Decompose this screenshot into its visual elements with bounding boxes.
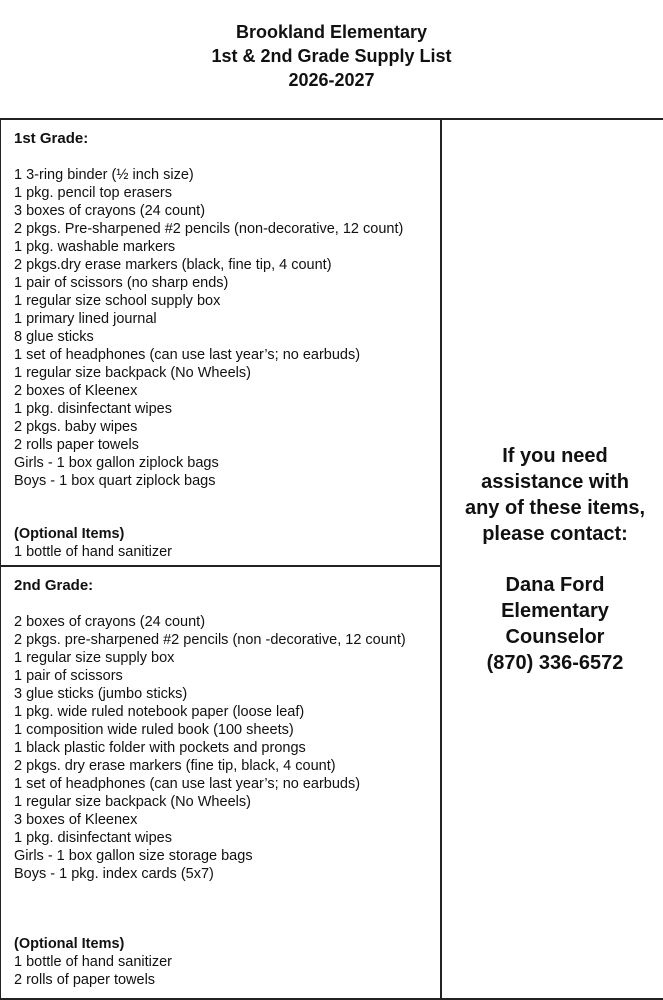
list-item: 1 pkg. pencil top erasers [14, 185, 172, 201]
document-header [0, 20, 663, 92]
list-item: 2 pkgs. baby wipes [14, 419, 138, 435]
list-item: 3 glue sticks (jumbo sticks) [14, 686, 188, 702]
list-item: 2 pkgs. pre-sharpened #2 pencils (non -decorative, 12 count) [14, 632, 406, 648]
list-item: 1 regular size supply box [14, 650, 175, 666]
contact-phone: (870) 336-6572 [486, 652, 624, 674]
list-item: 3 boxes of Kleenex [14, 812, 138, 828]
list-item: 3 boxes of crayons (24 count) [14, 203, 206, 219]
list-item: 1 3-ring binder (½ inch size) [14, 167, 194, 183]
list-item: 1 bottle of hand sanitizer [14, 954, 172, 970]
list-item: 2 rolls of paper towels [14, 972, 156, 988]
first-grade-title: 1st Grade: [14, 130, 89, 147]
contact-role-line2: Counselor [505, 626, 605, 648]
list-item: 2 boxes of Kleenex [14, 383, 138, 399]
list-item: 1 pair of scissors [14, 668, 123, 684]
first-grade-section [1, 120, 441, 567]
list-item: 2 boxes of crayons (24 count) [14, 614, 206, 630]
list-item: Girls - 1 box gallon size storage bags [14, 848, 253, 864]
list-item: 1 pair of scissors (no sharp ends) [14, 275, 229, 291]
contact-name: Dana Ford [505, 574, 605, 596]
list-title: 1st & 2nd Grade Supply List [211, 46, 452, 66]
first-grade-items [14, 166, 441, 490]
list-item: 1 regular size backpack (No Wheels) [14, 365, 251, 381]
grade-lists-column [0, 120, 442, 998]
contact-line: please contact: [482, 523, 628, 545]
list-item: 1 regular size backpack (No Wheels) [14, 794, 251, 810]
contact-line: If you need [502, 445, 608, 467]
list-item: 2 pkgs. dry erase markers (fine tip, black, 4 count) [14, 758, 336, 774]
second-grade-items [14, 613, 441, 883]
list-item: Boys - 1 pkg. index cards (5x7) [14, 866, 214, 882]
list-item: 1 primary lined journal [14, 311, 157, 327]
list-item: 2 pkgs. Pre-sharpened #2 pencils (non-decorative, 12 count) [14, 221, 404, 237]
supply-table [0, 118, 663, 1000]
list-item: 2 rolls paper towels [14, 437, 139, 453]
school-name: Brookland Elementary [235, 22, 428, 42]
school-year: 2026-2027 [288, 70, 375, 90]
list-item: 1 bottle of hand sanitizer [14, 544, 172, 560]
second-grade-title: 2nd Grade: [14, 577, 94, 594]
contact-line: assistance with [481, 471, 629, 493]
list-item: 1 pkg. wide ruled notebook paper (loose leaf) [14, 704, 305, 720]
list-item: 1 black plastic folder with pockets and prongs [14, 740, 306, 756]
list-item: 1 pkg. disinfectant wipes [14, 830, 172, 846]
list-item: 1 composition wide ruled book (100 sheets) [14, 722, 294, 738]
list-item: 1 set of headphones (can use last year’s; no earbuds) [14, 776, 361, 792]
list-item: 1 set of headphones (can use last year’s; no earbuds) [14, 347, 361, 363]
list-item: Boys - 1 box quart ziplock bags [14, 473, 216, 489]
list-item: 2 pkgs.dry erase markers (black, fine tip, 4 count) [14, 257, 332, 273]
list-item: 1 regular size school supply box [14, 293, 221, 309]
contact-role-line1: Elementary [501, 600, 609, 622]
contact-line: any of these items, [464, 497, 646, 519]
list-item: Girls - 1 box gallon ziplock bags [14, 455, 219, 471]
second-grade-section [1, 569, 441, 998]
contact-column [442, 120, 663, 998]
list-item: 1 pkg. disinfectant wipes [14, 401, 172, 417]
second-grade-optional-title: (Optional Items) [14, 936, 125, 952]
contact-info [442, 443, 663, 676]
first-grade-optional-title: (Optional Items) [14, 526, 125, 542]
list-item: 1 pkg. washable markers [14, 239, 176, 255]
list-item: 8 glue sticks [14, 329, 94, 345]
